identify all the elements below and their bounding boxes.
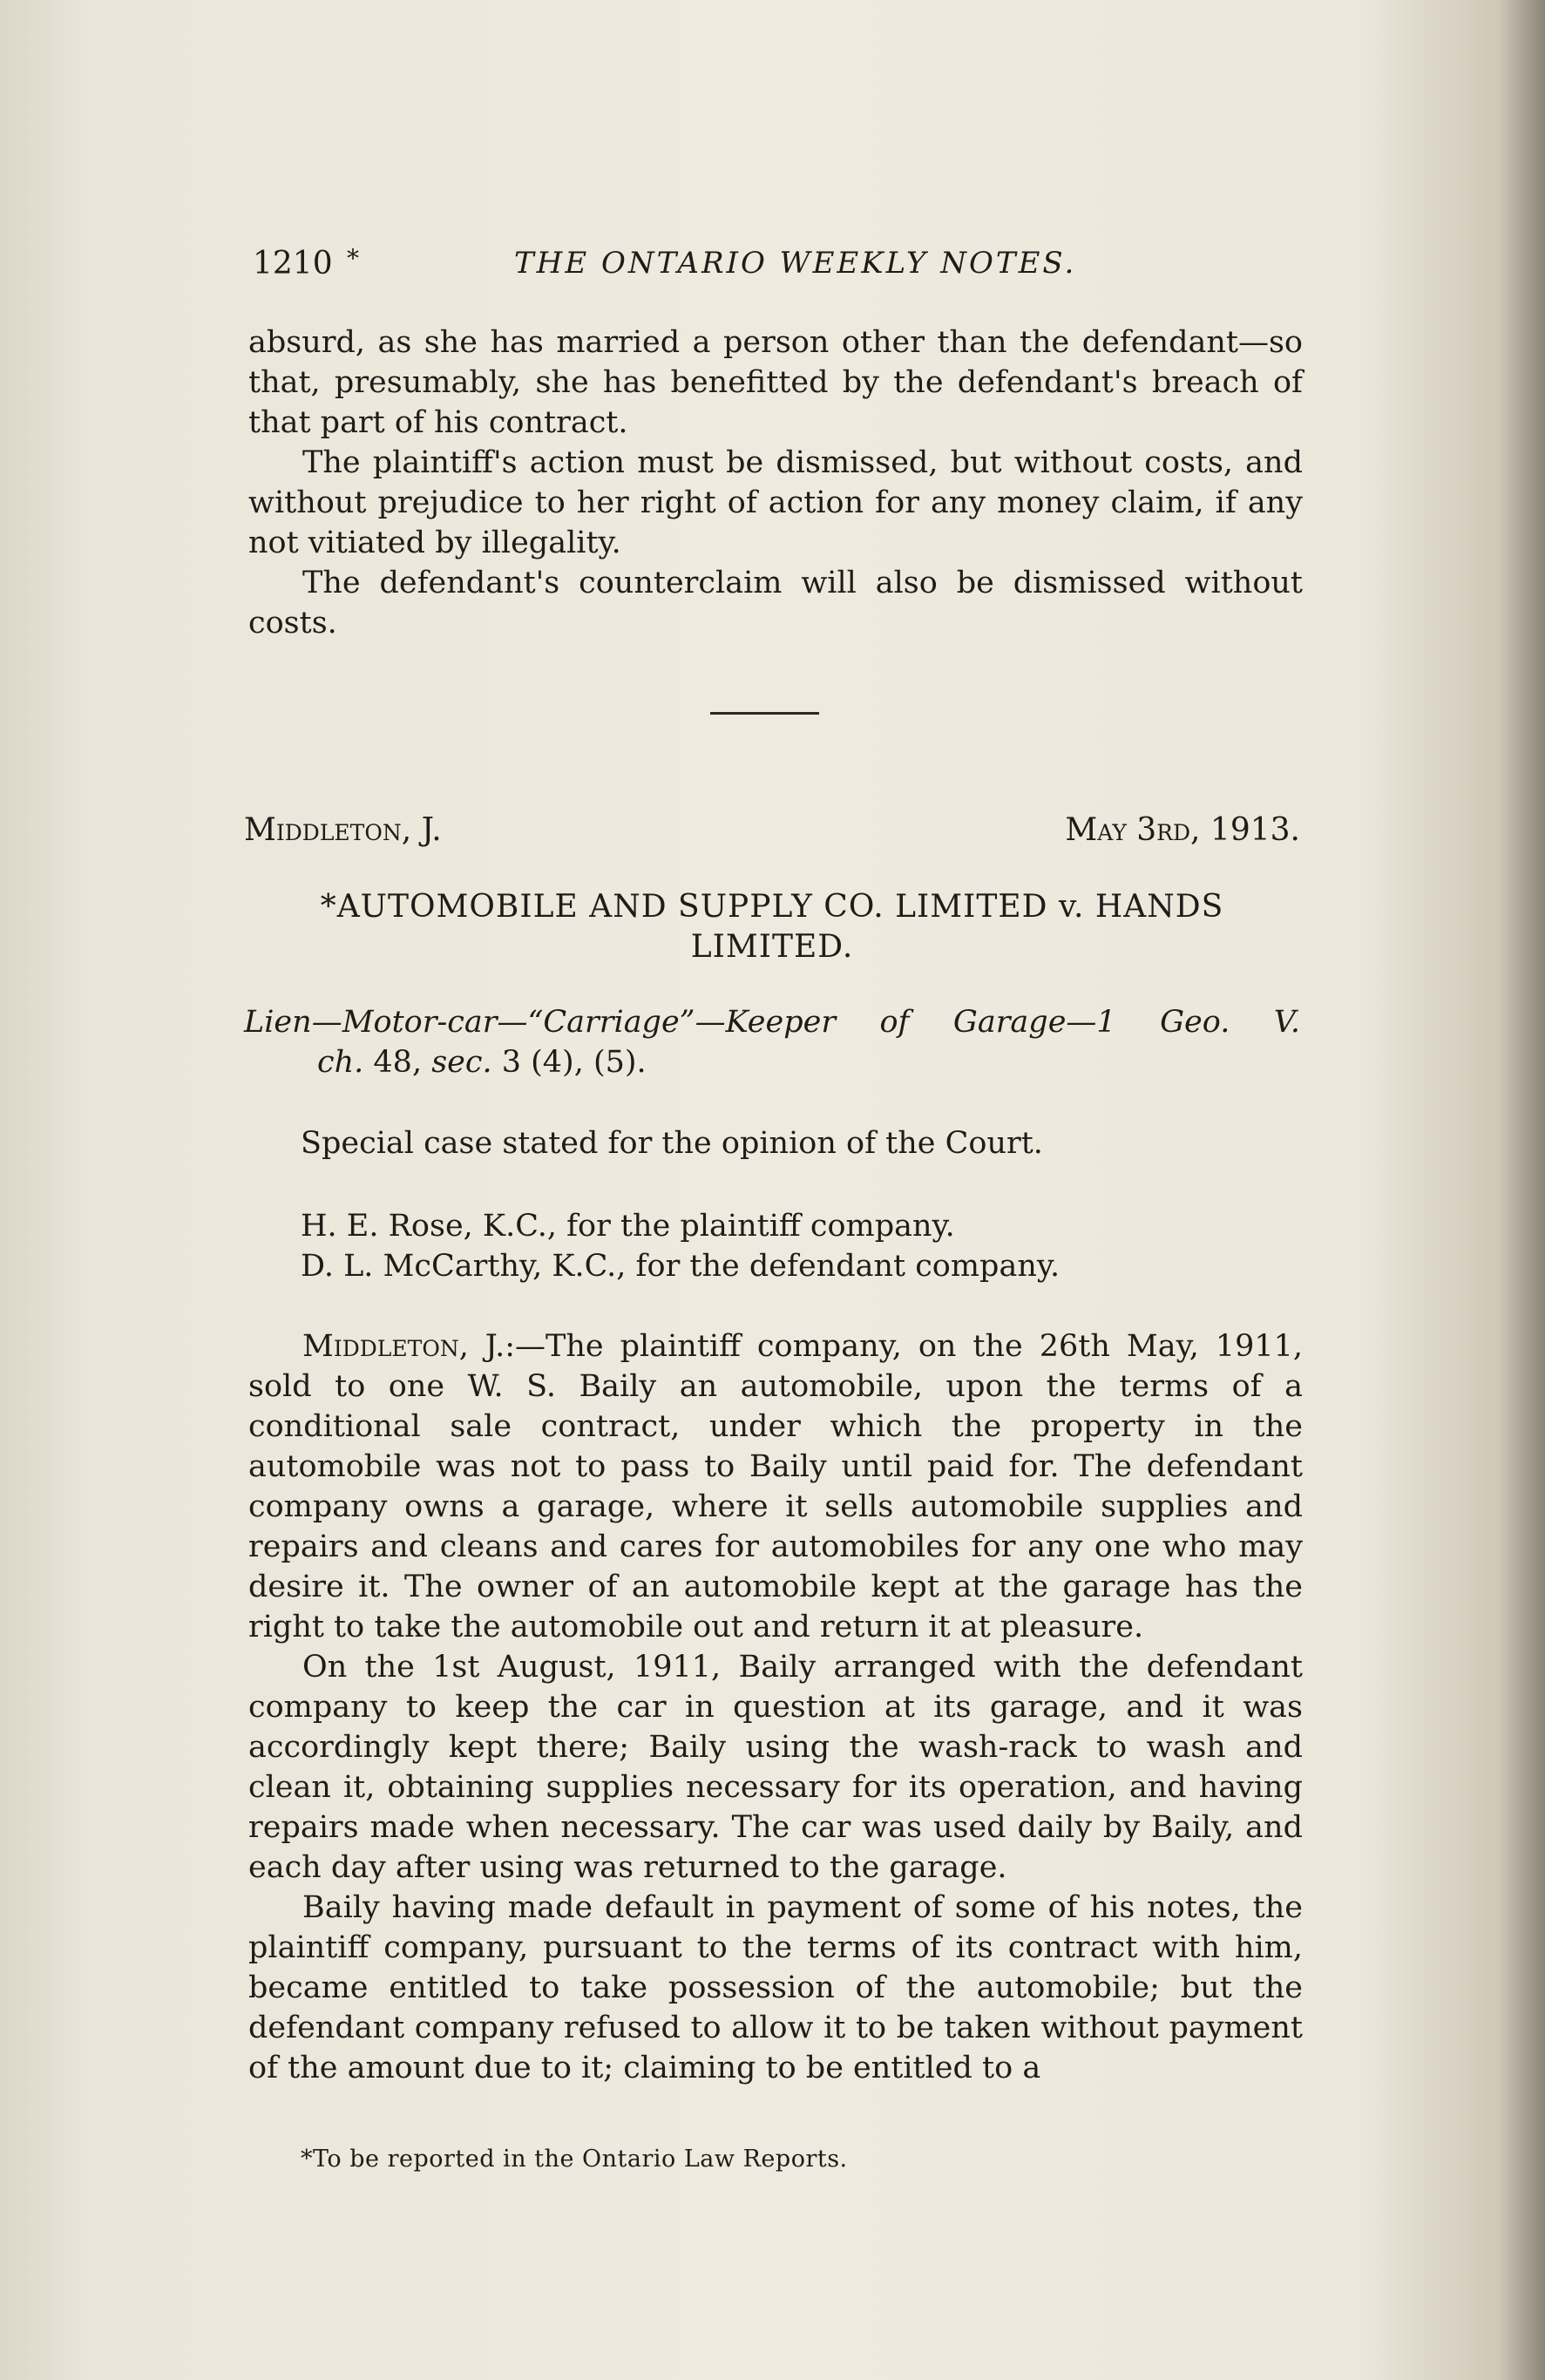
- paragraph: Baily having made default in payment of some of his notes, the plaintiff company, pursuant to the terms of its contract with him, became entitled to take possession of the automobile; but the defendant company refused to allow it to be taken without payment of the amount due to it; claiming to be entitled to a: [248, 1890, 1303, 2085]
- counsel-defendant: D. L. McCarthy, K.C., for the defendant company.: [301, 1249, 1060, 1284]
- page-header: [253, 246, 1298, 289]
- footnote: *To be reported in the Ontario Law Reports.: [301, 2146, 848, 2173]
- counsel-list: [301, 1206, 1060, 1286]
- case-title: *AUTOMOBILE AND SUPPLY CO. LIMITED v. HANDS LIMITED.: [320, 889, 1224, 965]
- counsel-plaintiff: H. E. Rose, K.C., for the plaintiff company.: [301, 1209, 955, 1244]
- paragraph: absurd, as she has married a person other than the defendant—so that, presumably, she has benefitted by the defendant's breach of that part of his contract.: [248, 325, 1303, 440]
- judgment-text: [248, 1326, 1303, 2088]
- paragraph: On the 1st August, 1911, Baily arranged with the defendant company to keep the car in question at its garage, and it was accordingly kept there; Baily using the wash-rack to wash and clean it, obtaining supplies necessary for its operation, and having repairs made when necessary. The car was used daily by Baily, and each day after using was returned to the garage.: [248, 1650, 1303, 1885]
- special-case-line: Special case stated for the opinion of the Court.: [301, 1126, 1043, 1161]
- judge-date-line: [244, 812, 1300, 856]
- judgment-judge-name: Middleton, J.: [302, 1329, 505, 1364]
- headnote-section: 3 (4), (5).: [491, 1045, 647, 1080]
- header-ornament: *: [347, 244, 359, 273]
- headnote-chapter: 48,: [363, 1045, 432, 1080]
- judgment-opening: :—The plaintiff company, on the 26th May, 1911, sold to one W. S. Baily an automobile, upon the terms of a conditional sale contract, under which the property in the automobile was not to pass to Baily until paid for. The defendant company owns a garage, where it sells automobile supplies and repairs and cleans and cares for automobiles for any one who may desire it. The owner of an automobile kept at the garage has the right to take the automobile out and return it at pleasure.: [248, 1329, 1303, 1644]
- headnote-ch: ch.: [317, 1045, 364, 1080]
- judge-name: Middleton, J.: [244, 812, 442, 848]
- paragraph: The defendant's counterclaim will also be dismissed without costs.: [248, 566, 1303, 641]
- running-title: THE ONTARIO WEEKLY NOTES.: [514, 246, 1077, 281]
- headnote-sec: sec.: [431, 1045, 492, 1080]
- page-number: 1210: [253, 246, 333, 281]
- headnote-line-1: Lien—Motor-car—“Carriage”—Keeper of Garage—1 Geo. V.: [244, 1005, 1300, 1040]
- paragraph: The plaintiff's action must be dismissed, but without costs, and without prejudice to her right of action for any money claim, if any not vitiated by illegality.: [248, 445, 1303, 560]
- opening-text-block: [248, 322, 1303, 643]
- headnote: [244, 1002, 1300, 1082]
- decision-date: May 3rd, 1913.: [1065, 812, 1300, 848]
- section-divider: [710, 712, 819, 715]
